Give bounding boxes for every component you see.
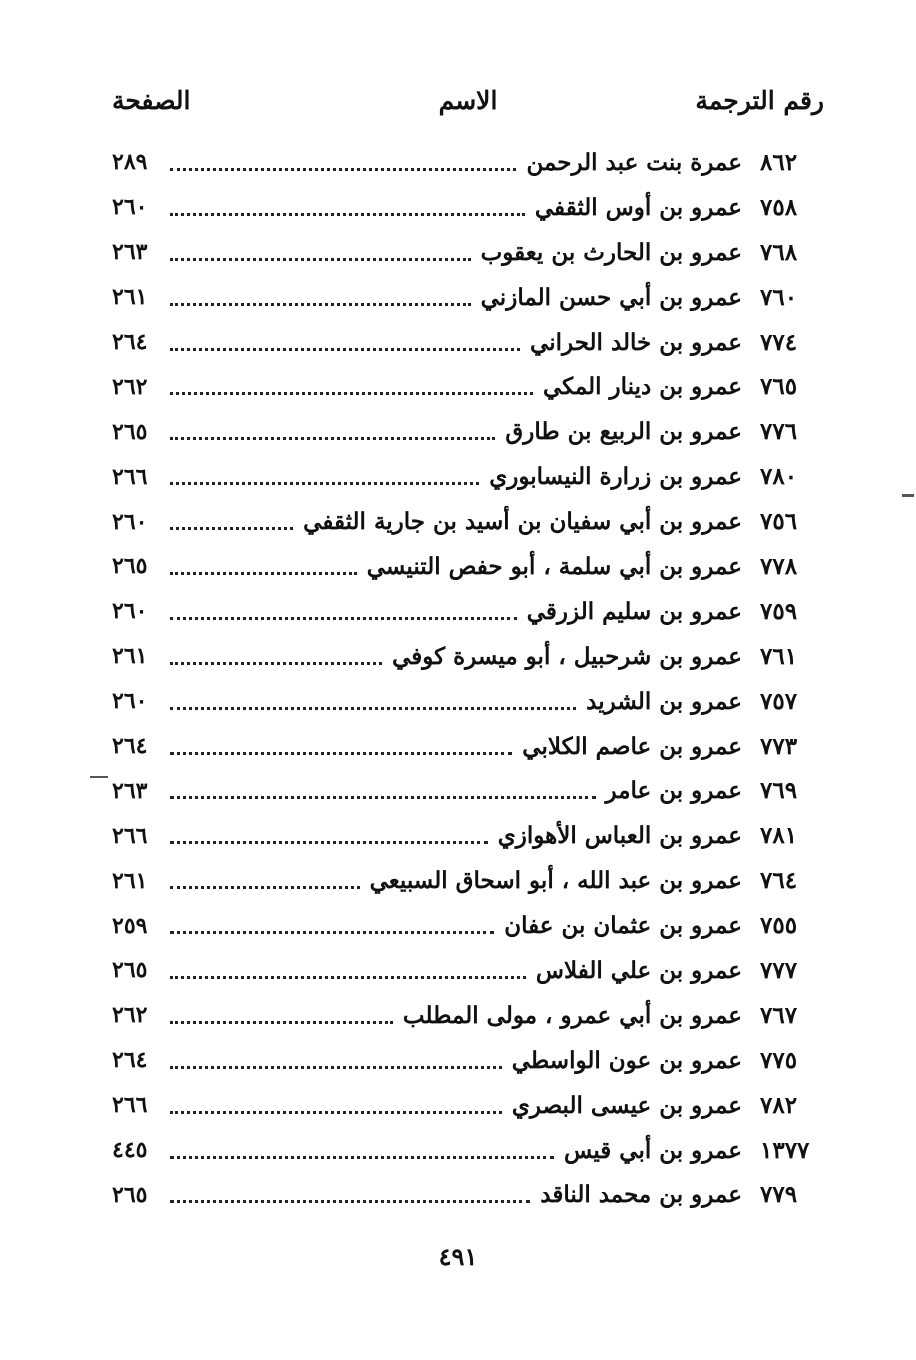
dot-leader bbox=[170, 1021, 393, 1024]
entry-page: ٢٥٩ bbox=[112, 912, 148, 939]
entry-page: ٢٦٦ bbox=[112, 1092, 148, 1119]
entry-name: عمرو بن أوس الثقفي bbox=[534, 193, 742, 221]
dot-leader bbox=[170, 886, 360, 889]
margin-mark bbox=[90, 776, 108, 778]
entry-page: ٢٦١ bbox=[112, 643, 148, 670]
entry-page: ٢٦٥ bbox=[112, 957, 148, 984]
entry-name: عمرو بن أبي قيس bbox=[564, 1136, 742, 1164]
index-entry bbox=[112, 679, 824, 724]
entry-name: عمرو بن عبد الله ، أبو اسحاق السبيعي bbox=[369, 867, 742, 895]
entry-number: ٧٦٩ bbox=[760, 777, 798, 805]
header-page-label: الصفحة bbox=[112, 86, 191, 115]
entry-number: ٨٦٢ bbox=[760, 148, 798, 176]
entry-number: ٧٥٧ bbox=[760, 687, 798, 715]
entry-number: ٧٧٩ bbox=[760, 1181, 798, 1209]
dot-leader bbox=[170, 707, 576, 710]
entry-name: عمرو بن الشريد bbox=[586, 687, 742, 715]
entry-page: ٤٤٥ bbox=[112, 1137, 148, 1164]
index-entry bbox=[112, 499, 824, 544]
entry-name: عمرو بن علي الفلاس bbox=[535, 956, 742, 984]
index-entry bbox=[112, 858, 824, 903]
entry-name: عمرو بن أبي حسن المازني bbox=[480, 283, 742, 311]
dot-leader bbox=[170, 1111, 502, 1114]
entry-name: عمرو بن عامر bbox=[605, 777, 742, 805]
entry-page: ٢٦٢ bbox=[112, 1002, 148, 1029]
entry-number: ٧٨١ bbox=[760, 822, 798, 850]
entry-name: عمرو بن العباس الأهوازي bbox=[497, 822, 742, 850]
entry-page: ٢٦١ bbox=[112, 867, 148, 894]
index-entry bbox=[112, 544, 824, 589]
dot-leader bbox=[170, 348, 520, 351]
entry-number: ٧٧٤ bbox=[760, 328, 798, 356]
entry-name: عمرو بن عثمان بن عفان bbox=[504, 912, 742, 940]
page-number: ٤٩١ bbox=[438, 1242, 478, 1271]
entry-name: عمرو بن عيسى البصري bbox=[511, 1091, 742, 1119]
index-entries bbox=[112, 140, 824, 1217]
entry-name: عمرو بن خالد الحراني bbox=[530, 328, 742, 356]
entry-name: عمرو بن سليم الزرقي bbox=[526, 597, 742, 625]
index-header bbox=[112, 86, 824, 126]
dot-leader bbox=[170, 258, 471, 261]
entry-page: ٢٦٣ bbox=[112, 777, 148, 804]
entry-name: عمرة بنت عبد الرحمن bbox=[526, 148, 742, 176]
entry-number: ٧٧٣ bbox=[760, 732, 798, 760]
dot-leader bbox=[170, 617, 517, 620]
entry-page: ٢٦٢ bbox=[112, 373, 148, 400]
entry-number: ٧٦٨ bbox=[760, 238, 798, 266]
entry-number: ٧٧٦ bbox=[760, 418, 798, 446]
dot-leader bbox=[170, 1200, 530, 1203]
index-entry bbox=[112, 185, 824, 230]
entry-number: ٧٧٥ bbox=[760, 1046, 798, 1074]
entry-page: ٢٦٦ bbox=[112, 822, 148, 849]
index-entry bbox=[112, 948, 824, 993]
header-number-label: رقم الترجمة bbox=[695, 86, 824, 115]
entry-number: ٧٦٥ bbox=[760, 373, 798, 401]
dot-leader bbox=[170, 976, 526, 979]
entry-name: عمرو بن أبي سلمة ، أبو حفص التنيسي bbox=[366, 552, 742, 580]
entry-page: ٢٦٥ bbox=[112, 418, 148, 445]
dot-leader bbox=[170, 1066, 502, 1069]
entry-number: ٧٥٦ bbox=[760, 508, 798, 536]
index-entry bbox=[112, 140, 824, 185]
index-entry bbox=[112, 768, 824, 813]
dot-leader bbox=[170, 752, 512, 755]
entry-page: ٢٦٣ bbox=[112, 239, 148, 266]
index-entry bbox=[112, 813, 824, 858]
index-entry bbox=[112, 724, 824, 769]
entry-page: ٢٦٠ bbox=[112, 598, 148, 625]
entry-number: ٧٦٧ bbox=[760, 1001, 798, 1029]
dot-leader bbox=[170, 796, 596, 799]
dot-leader bbox=[170, 841, 488, 844]
dot-leader bbox=[170, 168, 516, 171]
entry-name: عمرو بن عون الواسطي bbox=[511, 1046, 742, 1074]
entry-number: ١٣٧٧ bbox=[760, 1136, 810, 1164]
entry-number: ٧٦٤ bbox=[760, 867, 798, 895]
entry-page: ٢٦٦ bbox=[112, 463, 148, 490]
index-entry bbox=[112, 1172, 824, 1217]
dot-leader bbox=[170, 437, 495, 440]
dot-leader bbox=[170, 392, 533, 395]
dot-leader bbox=[170, 482, 479, 485]
index-entry bbox=[112, 320, 824, 365]
index-entry bbox=[112, 1128, 824, 1173]
index-entry bbox=[112, 903, 824, 948]
entry-name: عمرو بن أبي عمرو ، مولى المطلب bbox=[402, 1001, 742, 1029]
dot-leader bbox=[170, 662, 382, 665]
entry-page: ٢٦٠ bbox=[112, 508, 148, 535]
entry-name: عمرو بن الربيع بن طارق bbox=[505, 418, 742, 446]
dot-leader bbox=[170, 303, 471, 306]
entry-name: عمرو بن زرارة النيسابوري bbox=[489, 463, 742, 491]
entry-page: ٢٦٥ bbox=[112, 1181, 148, 1208]
entry-number: ٧٦١ bbox=[760, 642, 798, 670]
entry-page: ٢٦١ bbox=[112, 284, 148, 311]
entry-page: ٢٦٤ bbox=[112, 1047, 148, 1074]
entry-page: ٢٦٠ bbox=[112, 688, 148, 715]
index-entry bbox=[112, 993, 824, 1038]
dot-leader bbox=[170, 931, 494, 934]
entry-page: ٢٦٤ bbox=[112, 733, 148, 760]
dot-leader bbox=[170, 572, 357, 575]
index-entry bbox=[112, 634, 824, 679]
index-entry bbox=[112, 1083, 824, 1128]
entry-number: ٧٨٠ bbox=[760, 463, 798, 491]
dot-leader bbox=[170, 213, 525, 216]
entry-number: ٧٥٩ bbox=[760, 597, 798, 625]
index-entry bbox=[112, 1038, 824, 1083]
index-entry bbox=[112, 454, 824, 499]
index-entry bbox=[112, 275, 824, 320]
entry-page: ٢٦٠ bbox=[112, 194, 148, 221]
index-entry bbox=[112, 409, 824, 454]
dot-leader bbox=[170, 527, 293, 530]
entry-name: عمرو بن أبي سفيان بن أسيد بن جارية الثقفي bbox=[303, 508, 742, 536]
entry-page: ٢٨٩ bbox=[112, 149, 148, 176]
margin-mark bbox=[902, 494, 914, 497]
dot-leader bbox=[170, 1156, 554, 1159]
entry-number: ٧٧٧ bbox=[760, 956, 798, 984]
entry-name: عمرو بن دينار المكي bbox=[542, 373, 742, 401]
entry-name: عمرو بن شرحبيل ، أبو ميسرة كوفي bbox=[392, 642, 742, 670]
entry-number: ٧٦٠ bbox=[760, 283, 798, 311]
index-entry bbox=[112, 364, 824, 409]
entry-name: عمرو بن عاصم الكلابي bbox=[522, 732, 742, 760]
index-entry bbox=[112, 589, 824, 634]
entry-number: ٧٧٨ bbox=[760, 552, 798, 580]
entry-number: ٧٨٢ bbox=[760, 1091, 798, 1119]
entry-number: ٧٥٥ bbox=[760, 912, 798, 940]
entry-number: ٧٥٨ bbox=[760, 193, 798, 221]
entry-page: ٢٦٥ bbox=[112, 553, 148, 580]
entry-page: ٢٦٤ bbox=[112, 329, 148, 355]
index-entry bbox=[112, 230, 824, 275]
entry-name: عمرو بن الحارث بن يعقوب bbox=[480, 238, 742, 266]
header-name-label: الاسم bbox=[438, 86, 498, 115]
entry-name: عمرو بن محمد الناقد bbox=[540, 1181, 742, 1209]
